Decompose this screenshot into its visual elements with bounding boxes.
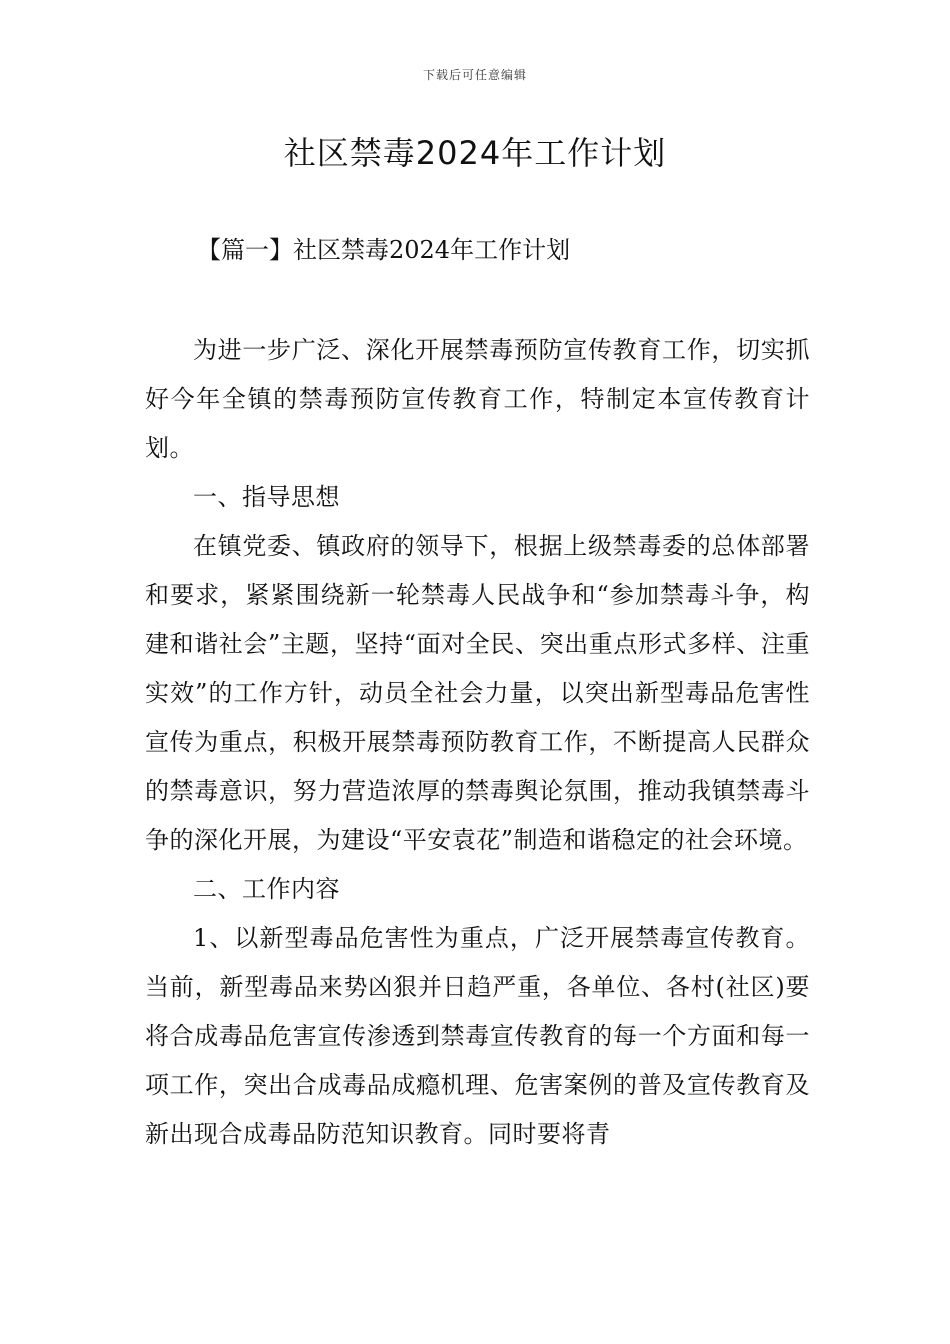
heading-guiding-ideology: 一、指导思想 bbox=[193, 483, 340, 511]
heading-work-content: 二、工作内容 bbox=[193, 875, 340, 903]
paragraph-intro: 为进一步广泛、深化开展禁毒预防宣传教育工作，切实抓好今年全镇的禁毒预防宣传教育工作，特制定本宣传教育计划。 bbox=[145, 336, 810, 462]
document-title: 社区禁毒2024年工作计划 bbox=[283, 134, 667, 172]
paragraph-work-content-1: 1、以新型毒品危害性为重点，广泛开展禁毒宣传教育。当前，新型毒品来势凶狠并日趋严重，各单位、各村(社区)要将合成毒品危害宣传渗透到禁毒宣传教育的每一个方面和每一项工作，突出合成毒品成瘾机理、危害案例的普及宣传教育及新出现合成毒品防范知识教育。同时要将青 bbox=[145, 924, 810, 1148]
header-note: 下载后可任意编辑 bbox=[422, 68, 527, 82]
section-title: 【篇一】社区禁毒2024年工作计划 bbox=[197, 236, 571, 264]
paragraph-guiding-ideology: 在镇党委、镇政府的领导下，根据上级禁毒委的总体部署和要求，紧紧围绕新一轮禁毒人民战争和“参加禁毒斗争，构建和谐社会”主题，坚持“面对全民、突出重点形式多样、注重实效”的工作方针，动员全社会力量，以突出新型毒品危害性宣传为重点，积极开展禁毒预防教育工作，不断提高人民群众的禁毒意识，努力营造浓厚的禁毒舆论氛围，推动我镇禁毒斗争的深化开展，为建设“平安袁花”制造和谐稳定的社会环境。 bbox=[145, 532, 810, 854]
document-body bbox=[145, 326, 810, 1159]
